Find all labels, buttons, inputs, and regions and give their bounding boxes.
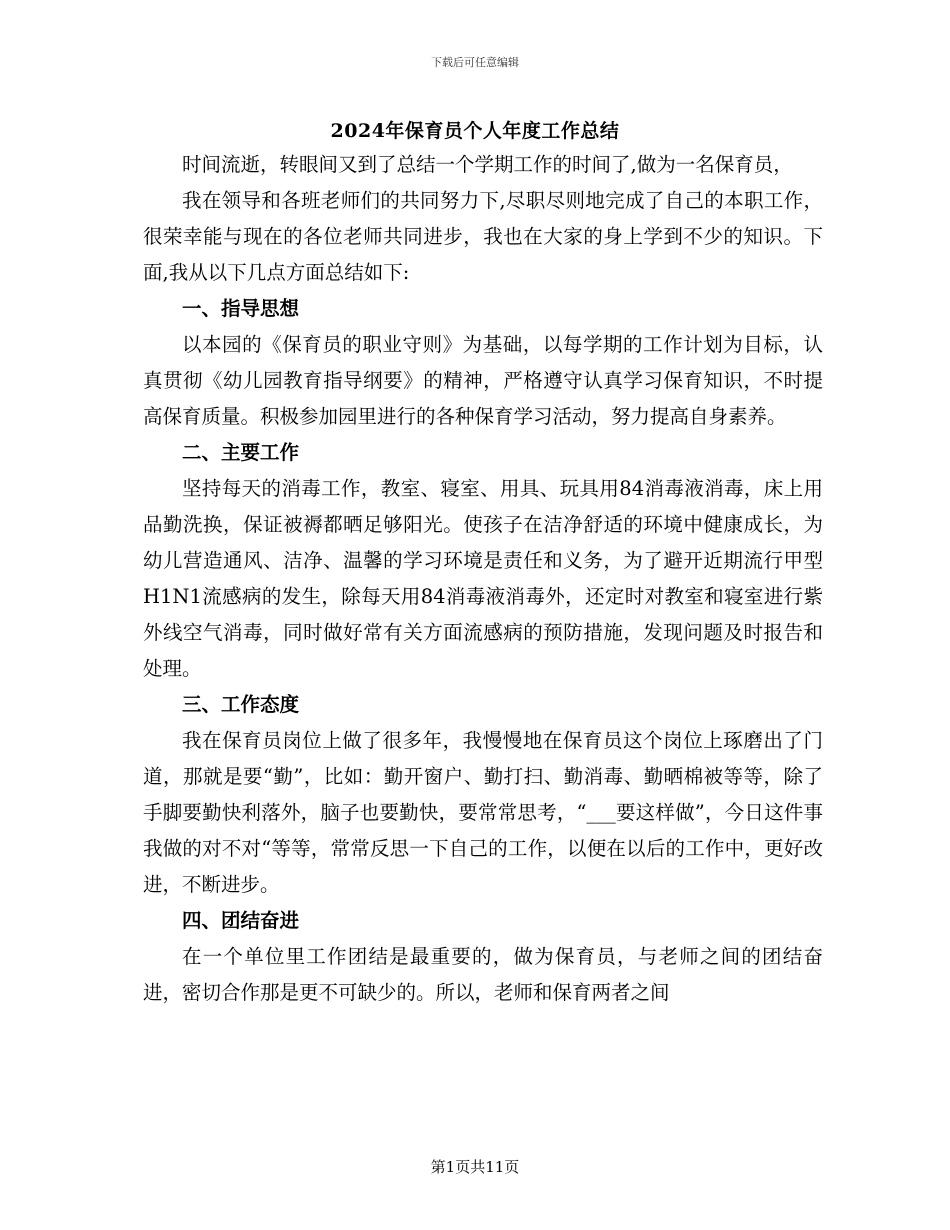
section-paragraph: 坚持每天的消毒工作，教室、寝室、用具、玩具用84消毒液消毒，床上用品勤洗换，保证被褥都晒足够阳光。使孩子在洁净舒适的环境中健康成长，为幼儿营造通风、洁净、温馨的学习环境是责任和义务，为了避开近期流行甲型H1N1流感病的发生，除每天用84消毒液消毒外，还定时对教室和寝室进行紫外线空气消毒，同时做好常有关方面流感病的预防措施，发现问题及时报告和处理。 — [143, 477, 823, 680]
section-paragraph: 在一个单位里工作团结是最重要的，做为保育员，与老师之间的团结奋进，密切合作那是更不可缺少的。所以，老师和保育两者之间 — [143, 945, 823, 1004]
section-heading: 一、指导思想 — [182, 297, 300, 320]
section-heading: 四、团结奋进 — [182, 909, 300, 932]
section-paragraph: 以本园的《保育员的职业守则》为基础，以每学期的工作计划为目标，认真贯彻《幼儿园教育指导纲要》的精神，严格遵守认真学习保育知识，不时提高保育质量。积极参加园里进行的各种保育学习活动，努力提高自身素养。 — [143, 333, 823, 428]
document-title: 2024年保育员个人年度工作总结 — [330, 120, 620, 142]
section-heading: 三、工作态度 — [182, 693, 300, 716]
intro-paragraph: 我在领导和各班老师们的共同努力下,尽职尽则地完成了自己的本职工作，很荣幸能与现在的各位老师共同进步，我也在大家的身上学到不少的知识。下面,我从以下几点方面总结如下: — [143, 189, 823, 284]
section-heading: 二、主要工作 — [182, 441, 300, 464]
document-body — [143, 147, 823, 1011]
header-note: 下载后可任意编辑 — [431, 56, 519, 69]
section-paragraph: 我在保育员岗位上做了很多年，我慢慢地在保育员这个岗位上琢磨出了门道，那就是要“勤”，比如：勤开窗户、勤打扫、勤消毒、勤晒棉被等等，除了手脚要勤快利落外，脑子也要勤快，要常常思考，“___要这样做”，今日这件事我做的对不对“等等，常常反思一下自己的工作，以便在以后的工作中，更好改进，不断进步。 — [143, 729, 823, 896]
page-number: 第1页共11页 — [430, 1158, 520, 1176]
intro-paragraph: 时间流逝，转眼间又到了总结一个学期工作的时间了,做为一名保育员， — [182, 153, 793, 176]
